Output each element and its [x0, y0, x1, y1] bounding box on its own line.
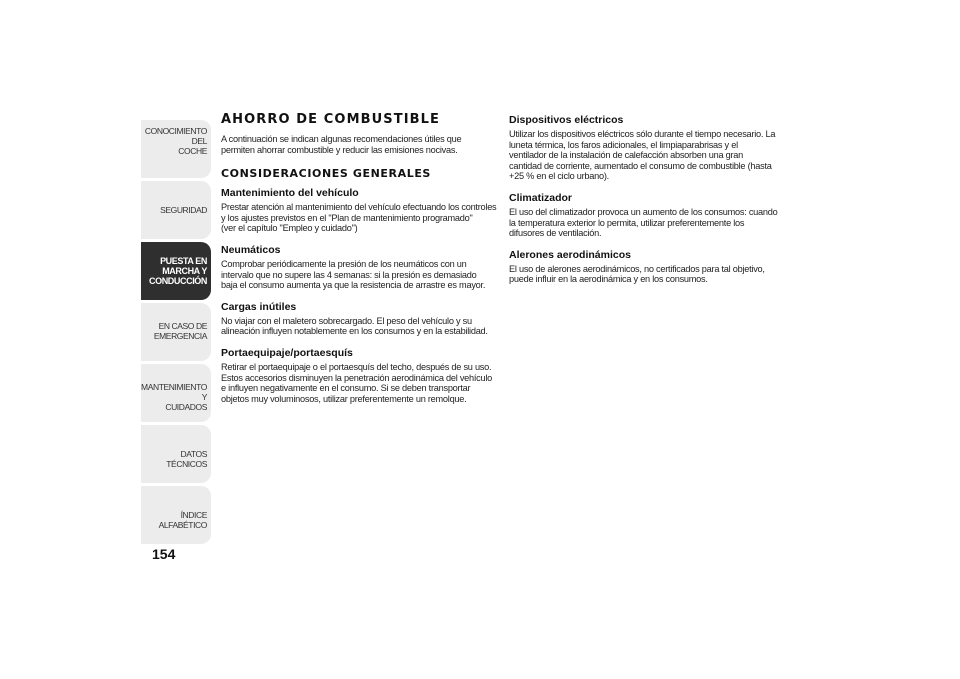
tab-datos-tecnicos[interactable] — [141, 425, 211, 483]
tab-label: EN CASO DE EMERGENCIA — [153, 321, 207, 341]
subsection-text: Comprobar periódicamente la presión de los neumáticos con un intervalo que no supere las 4 semanas: si la presión es demasiado baja el consumo aumenta ya que la resistencia de arrastre es mayor. — [221, 258, 486, 291]
tab-label: DATOS TÉCNICOS — [166, 449, 207, 469]
intro-paragraph: A continuación se indican algunas recomendaciones útiles que permiten ahorrar combustible y reducir las emisiones nocivas. — [221, 134, 462, 155]
tab-indice-alfabetico[interactable] — [141, 486, 211, 544]
subsection-text: Prestar atención al mantenimiento del vehículo efectuando los controles y los ajustes previstos en el "Plan de mantenimiento programado" (ver el capítulo "Empleo y cuidado") — [221, 202, 497, 234]
right-column — [509, 112, 789, 285]
page-title: AHORRO DE COMBUSTIBLE — [221, 112, 441, 127]
tab-seguridad[interactable] — [141, 181, 211, 239]
subsection-text: El uso de alerones aerodinámicos, no certificados para tal objetivo, puede influir en la aerodinámica y en los consumos. — [509, 263, 765, 285]
tab-puesta-en-marcha-active[interactable] — [141, 242, 211, 300]
tab-en-caso-de-emergencia[interactable] — [141, 303, 211, 361]
subsection-title: Climatizador — [509, 191, 573, 204]
tab-label: SEGURIDAD — [160, 205, 207, 215]
tab-conocimiento-del-coche[interactable] — [141, 120, 211, 178]
subsection-title: Mantenimiento del vehículo — [221, 187, 359, 200]
subsection-title: Neumáticos — [221, 243, 281, 256]
subsection-text: El uso del climatizador provoca un aumento de los consumos: cuando la temperatura exterior lo permita, utilizar preferentemente los difusores de ventilación. — [509, 206, 778, 239]
tab-label: ÍNDICE ALFABÉTICO — [158, 510, 207, 530]
page-number: 154 — [152, 546, 176, 562]
tab-mantenimiento-y-cuidados[interactable] — [141, 364, 211, 422]
subsection-title: Portaequipaje/portaesquís — [221, 346, 353, 359]
subsection-title: Cargas inútiles — [221, 300, 297, 313]
tab-label: MANTENIMIENTO Y CUIDADOS — [141, 382, 207, 412]
subsection-title: Alerones aerodinámicos — [509, 248, 631, 261]
section-title: CONSIDERACIONES GENERALES — [221, 167, 431, 181]
subsection-text: Retirar el portaequipaje o el portaesquís del techo, después de su uso. Estos accesorios disminuyen la penetración aerodinámica del vehículo e influyen negativamente en el consumo. Si se deben transportar objetos muy voluminosos, utilizar preferentemente un remolque. — [221, 361, 493, 404]
subsection-title: Dispositivos eléctricos — [509, 114, 624, 126]
subsection-text: Utilizar los dispositivos eléctricos sólo durante el tiempo necesario. La luneta térmica, los faros adicionales, el limpiaparabrisas y el ventilador de la instalación de calefacción absorben una gran cantidad de corriente, aumentado el consumo de combustible (hasta +25 % en el ciclo urbano). — [509, 129, 776, 182]
tab-label: PUESTA EN MARCHA Y CONDUCCIÓN — [149, 256, 207, 286]
left-column — [221, 112, 501, 404]
subsection-text: No viajar con el maletero sobrecargado. El peso del vehículo y su alineación influyen notablemente en los consumos y en la estabilidad. — [221, 315, 488, 337]
tab-label: CONOCIMIENTO DEL COCHE — [144, 126, 207, 156]
